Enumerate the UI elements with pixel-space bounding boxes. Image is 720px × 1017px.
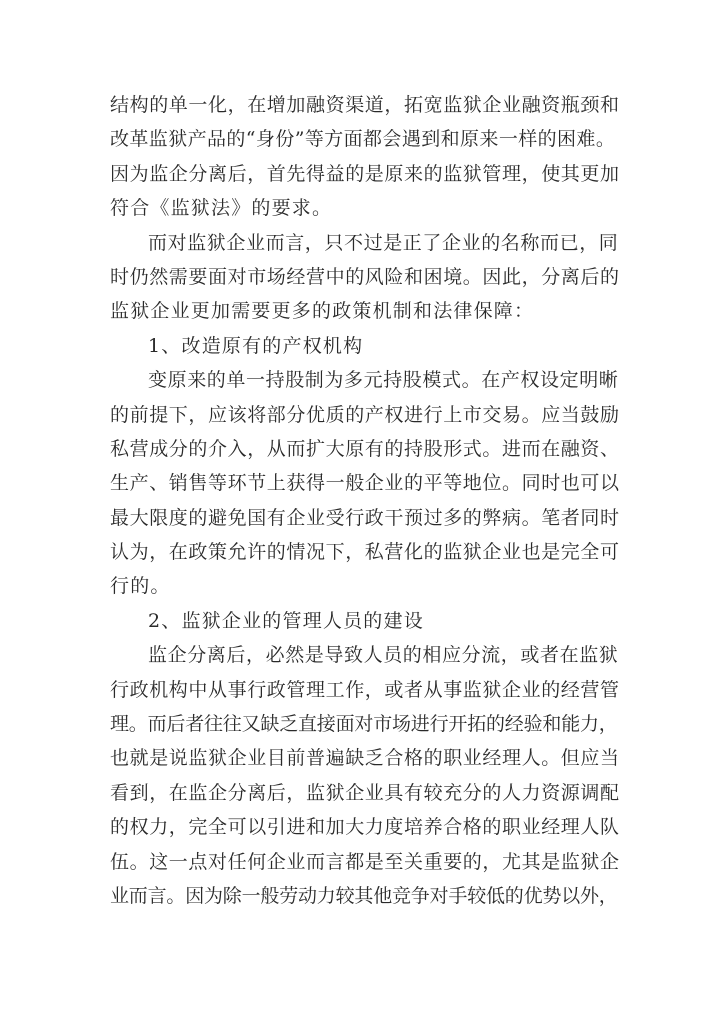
text-line: 监企分离后，必然是导致人员的相应分流，或者在监狱 (148, 644, 619, 667)
text-line: 行的。 (110, 575, 171, 598)
text-line: 的权力，完全可以引进和加大力度培养合格的职业经理人队 (110, 816, 620, 839)
text-line: 伍。这一点对任何企业而言都是至关重要的，尤其是监狱企 (110, 850, 620, 873)
text-line: 变原来的单一持股制为多元持股模式。在产权设定明晰 (148, 369, 619, 392)
text-line: 最大限度的避免国有企业受行政干预过多的弊病。笔者同时 (110, 506, 620, 529)
text-line: 改革监狱产品的“身份”等方面都会遇到和原来一样的困难。 (110, 128, 616, 151)
text-line: 2、监狱企业的管理人员的建设 (148, 609, 424, 632)
text-line: 理。而后者往往又缺乏直接面对市场进行开拓的经验和能力， (110, 713, 618, 736)
text-line: 监狱企业更加需要更多的政策机制和法律保障： (110, 300, 535, 323)
text-line: 生产、销售等环节上获得一般企业的平等地位。同时也可以 (110, 472, 620, 495)
body-text (110, 88, 620, 913)
text-line: 时仍然需要面对市场经营中的风险和困境。因此，分离后的 (110, 265, 620, 288)
text-line: 私营成分的介入，从而扩大原有的持股形式。进而在融资、 (110, 437, 620, 460)
text-line: 符合《监狱法》的要求。 (110, 197, 333, 220)
text-line: 1、改造原有的产权机构 (148, 334, 364, 357)
text-line: 认为，在政策允许的情况下，私营化的监狱企业也是完全可 (110, 541, 620, 564)
text-line: 结构的单一化，在增加融资渠道，拓宽监狱企业融资瓶颈和 (110, 94, 620, 116)
text-line: 业而言。因为除一般劳动力较其他竞争对手较低的优势以外， (110, 884, 618, 907)
text-line: 看到，在监企分离后，监狱企业具有较充分的人力资源调配 (110, 781, 620, 804)
text-line: 而对监狱企业而言，只不过是正了企业的名称而已，同 (148, 231, 619, 254)
text-line: 也就是说监狱企业目前普遍缺乏合格的职业经理人。但应当 (110, 747, 620, 770)
text-line: 因为监企分离后，首先得益的是原来的监狱管理，使其更加 (110, 162, 620, 185)
text-line: 行政机构中从事行政管理工作，或者从事监狱企业的经营管 (110, 678, 620, 701)
text-line: 的前提下，应该将部分优质的产权进行上市交易。应当鼓励 (110, 403, 620, 426)
